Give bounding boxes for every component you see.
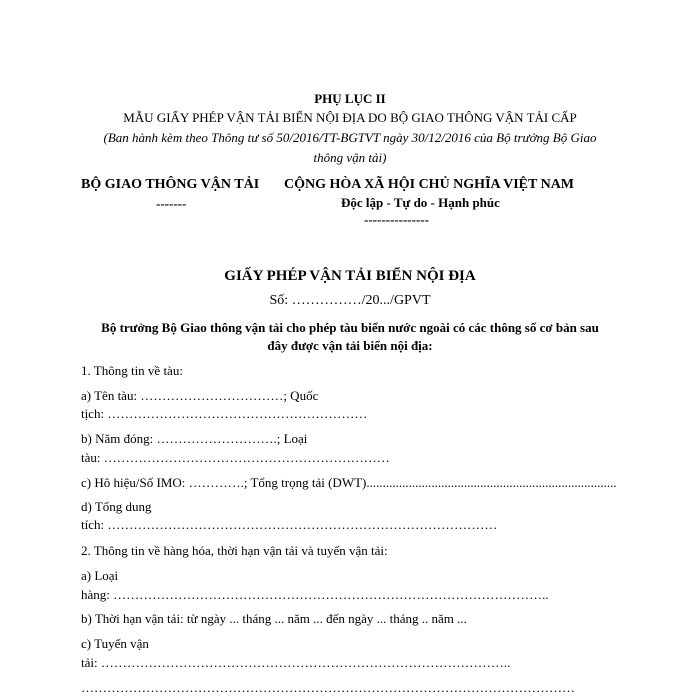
section1-heading: 1. Thông tin về tàu: (81, 363, 183, 378)
nation-name: CỘNG HÒA XÃ HỘI CHỦ NGHĨA VIỆT NAM (284, 177, 575, 192)
cargo-type-line1: a) Loại (81, 568, 119, 583)
transport-period-line: b) Thời hạn vận tải: từ ngày ... tháng ... năm ... đến ngày ... tháng .. năm ... (81, 611, 467, 626)
nation-motto: Độc lập - Tự do - Hạnh phúc (341, 195, 500, 210)
intro-line1: Bộ trưởng Bộ Giao thông vận tải cho phép tàu biển nước ngoài có các thông số cơ bản sau (101, 320, 599, 335)
issued-note-line2: thông vận tải) (313, 150, 387, 165)
gross-tonnage-line1: d) Tổng dung (81, 499, 152, 514)
intro-line2: đây được vận tải biển nội địa: (267, 338, 433, 353)
appendix-label: PHỤ LỤC II (314, 91, 386, 106)
route-line1: c) Tuyến vận (81, 636, 149, 651)
section2-heading: 2. Thông tin về hàng hóa, thời hạn vận tải và tuyến vận tải: (81, 543, 388, 558)
agency-name: BỘ GIAO THÔNG VẬN TẢI (81, 177, 260, 192)
call-sign-line: c) Hô hiệu/Số IMO: ………….; Tổng trọng tải (DWT)............................................................................. (81, 475, 617, 490)
document-title: GIẤY PHÉP VẬN TẢI BIỂN NỘI ĐỊA (224, 268, 476, 284)
cargo-type-line2: hàng: ……………………………………………………………………………………….. (81, 587, 549, 602)
build-year-line1: b) Năm đóng: ……………………….; Loại (81, 431, 308, 446)
document-number: Số: ……………/20.../GPVT (269, 293, 431, 308)
agency-dash: ------- (156, 196, 187, 211)
route-line2: tải: ………………………………………………………………………………….. (81, 655, 511, 670)
issued-note-line1: (Ban hành kèm theo Thông tư số 50/2016/TT-BGTVT ngày 30/12/2016 của Bộ trưởng Bộ Giao (103, 130, 597, 145)
blank-dotted-line: …………………………………………………………………………………………………… (81, 680, 575, 695)
ship-name-line2: tịch: …………………………………………………… (81, 406, 368, 421)
gross-tonnage-line2: tích: ……………………………………………………………………………… (81, 517, 498, 532)
nation-dash: --------------- (364, 212, 429, 227)
form-title: MẪU GIẤY PHÉP VẬN TẢI BIỂN NỘI ĐỊA DO BỘ GIAO THÔNG VẬN TẢI CẤP (123, 110, 577, 125)
build-year-line2: tàu: ………………………………………………………… (81, 450, 390, 465)
ship-name-line1: a) Tên tàu: ……………………………; Quốc (81, 388, 319, 403)
